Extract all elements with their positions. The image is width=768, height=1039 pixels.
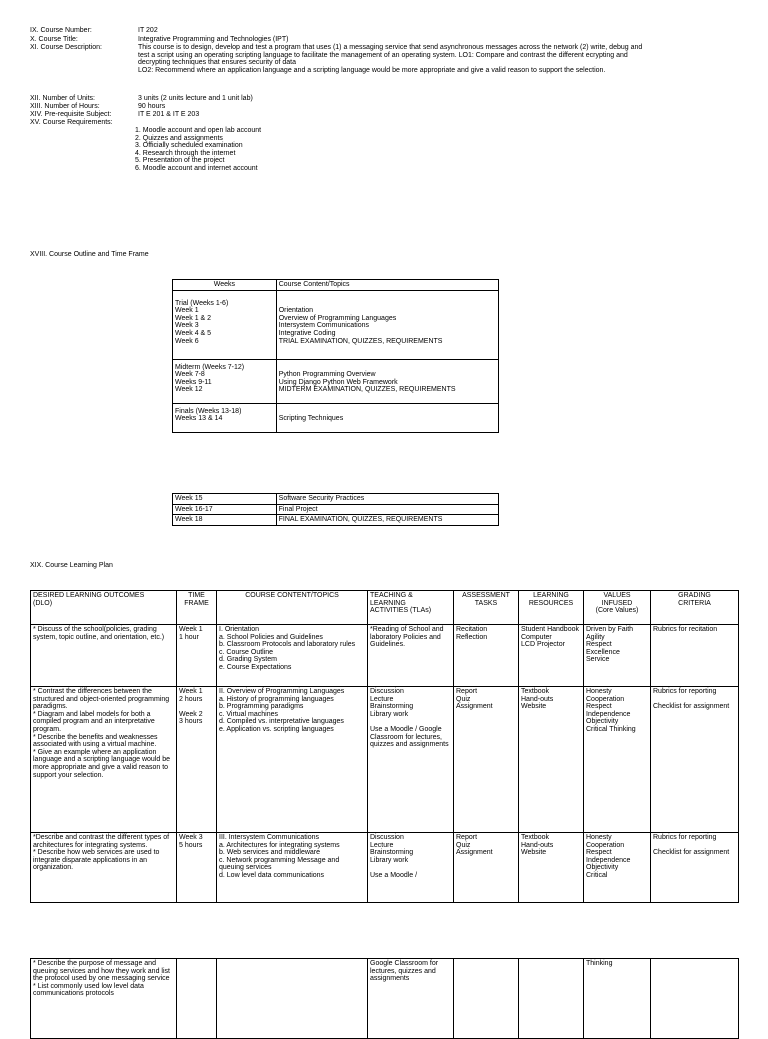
table-cell: Final Project (276, 504, 498, 515)
table-cell: Python Programming Overview Using Django Python Web Framework MIDTERM EXAMINATION, QUIZZES, REQUIREMENTS (276, 359, 498, 403)
table-cell: Week 1 1 hour (177, 625, 217, 687)
table-cell: Discussion Lecture Brainstorming Library work Use a Moodle / (368, 833, 454, 903)
table-row (31, 959, 739, 1039)
list-item: 6. Moodle account and internet account (135, 164, 258, 172)
table-cell: Week 16-17 (173, 504, 277, 515)
table-row (173, 504, 499, 515)
table-cell: I. Orientation a. School Policies and Guidelines b. Classroom Protocols and laboratory rules c. Course Outline d. Grading System e. Course Expectations (217, 625, 368, 687)
info-label: XIII. Number of Hours: (30, 103, 100, 110)
table-cell: * Discuss of the school(policies, grading system, topic outline, and orientation, etc.) (31, 625, 177, 687)
table-cell: Honesty Cooperation Respect Independence Objectivity Critical Thinking (584, 687, 651, 833)
table-row (173, 280, 499, 291)
learning-plan-table (30, 590, 739, 903)
table-row (173, 290, 499, 359)
info-value: IT E 201 & IT E 203 (138, 111, 200, 118)
table-header-cell: TEACHING & LEARNING ACTIVITIES (TLAs) (368, 591, 454, 625)
info-value: 3 units (2 units lecture and 1 unit lab) (138, 95, 253, 102)
table-header-cell: Weeks (173, 280, 277, 291)
table-header-cell: LEARNING RESOURCES (519, 591, 584, 625)
table-cell: Rubrics for reporting Checklist for assignment (651, 833, 739, 903)
table-cell (217, 959, 368, 1039)
table-header-cell: TIME FRAME (177, 591, 217, 625)
table-cell: Rubrics for recitation (651, 625, 739, 687)
info-label: IX. Course Number: (30, 27, 92, 34)
table-cell: *Describe and contrast the different types of architectures for integrating systems. * Describe how web services are used to integrate disparate applications in an organization. (31, 833, 177, 903)
table-cell (519, 959, 584, 1039)
table-cell: Textbook Hand-outs Website (519, 833, 584, 903)
plan-heading: XIX. Course Learning Plan (30, 562, 113, 569)
table-cell: II. Overview of Programming Languages a. History of programming languages b. Programming paradigms c. Virtual machines d. Compiled vs. interpretative languages e. Application vs. scripting languages (217, 687, 368, 833)
table-row (173, 494, 499, 505)
table-cell: Textbook Hand-outs Website (519, 687, 584, 833)
table-row (173, 403, 499, 432)
learning-plan-table-continued (30, 958, 739, 1039)
table-header-cell: COURSE CONTENT/TOPICS (217, 591, 368, 625)
table-header-cell: VALUES INFUSED (Core Values) (584, 591, 651, 625)
table-header-cell: GRADING CRITERIA (651, 591, 739, 625)
list-item: 2. Quizzes and assignments (135, 134, 223, 142)
weeks-table (172, 279, 499, 433)
weeks-table-continued (172, 493, 499, 526)
table-cell: III. Intersystem Communications a. Architectures for integrating systems b. Web services and middleware c. Network programming Message and queuing services d. Low level data communications (217, 833, 368, 903)
table-header-cell: ASSESSMENT TASKS (454, 591, 519, 625)
table-cell: Driven by Faith Agility Respect Excellence Service (584, 625, 651, 687)
table-row (173, 359, 499, 403)
table-cell: * Describe the purpose of message and queuing services and how they work and list the protocol used by one messaging service * List commonly used low level data communications protocols (31, 959, 177, 1039)
table-cell: Orientation Overview of Programming Languages Intersystem Communications Integrative Coding TRIAL EXAMINATION, QUIZZES, REQUIREMENTS (276, 290, 498, 359)
table-row (31, 833, 739, 903)
info-value: This course is to design, develop and test a program that uses (1) a messaging service that send asynchronous messages across the network (2) write, debug and test a script using an operating scripting language to facilitate the management of an operating system. LO1: Compare and contrast the different ecrypting and decrypting techniques that ensures security of data LO2: Recommend where an application language and a scripting language would be more appropriate and give a valid reason to support the selection. (138, 44, 643, 74)
table-row (31, 625, 739, 687)
table-cell (177, 959, 217, 1039)
table-cell: FINAL EXAMINATION, QUIZZES, REQUIREMENTS (276, 515, 498, 526)
info-label: X. Course Title: (30, 36, 78, 43)
list-item: 4. Research through the internet (135, 149, 236, 157)
table-cell: Student Handbook Computer LCD Projector (519, 625, 584, 687)
table-cell: Trial (Weeks 1-6) Week 1 Week 1 & 2 Week 3 Week 4 & 5 Week 6 (173, 290, 277, 359)
table-cell: Week 3 5 hours (177, 833, 217, 903)
info-label: XI. Course Description: (30, 44, 102, 51)
table-cell: Report Quiz Assignment (454, 687, 519, 833)
list-item: 1. Moodle account and open lab account (135, 127, 262, 134)
info-label: XV. Course Requirements: (30, 119, 113, 126)
table-cell (651, 959, 739, 1039)
info-value: IT 202 (138, 27, 158, 34)
table-row (173, 515, 499, 526)
table-cell: Software Security Practices (276, 494, 498, 505)
info-label: XIV. Pre-requisite Subject: (30, 111, 112, 118)
table-cell: Thinking (584, 959, 651, 1039)
info-value: 90 hours (138, 103, 166, 110)
table-header-cell: Course Content/Topics (276, 280, 498, 291)
table-cell: Scripting Techniques (276, 403, 498, 432)
info-label: XII. Number of Units: (30, 95, 95, 102)
table-cell: Discussion Lecture Brainstorming Library work Use a Moodle / Google Classroom for lectures, quizzes and assignments (368, 687, 454, 833)
table-cell: Google Classroom for lectures, quizzes and assignments (368, 959, 454, 1039)
table-cell: Week 1 2 hours Week 2 3 hours (177, 687, 217, 833)
table-cell: Recitation Reflection (454, 625, 519, 687)
info-value: Integrative Programming and Technologies (IPT) (138, 36, 289, 43)
table-cell: Honesty Cooperation Respect Independence Objectivity Critical (584, 833, 651, 903)
table-header-cell: DESIRED LEARNING OUTCOMES (DLO) (31, 591, 177, 625)
table-row (31, 687, 739, 833)
list-item: 3. Officially scheduled examination (135, 142, 243, 150)
table-cell: * Contrast the differences between the structured and object-oriented programming paradigms. * Diagram and label models for both a compiled program and an interpretative program. * Describe the benefits and weaknesses associated with using a virtual machine. * Give an example where an application language and a scripting language would be more appropriate and give a valid reason to support your selection. (31, 687, 177, 833)
table-cell: Week 18 (173, 515, 277, 526)
table-cell: Finals (Weeks 13-18) Weeks 13 & 14 (173, 403, 277, 432)
table-cell: Report Quiz Assignment (454, 833, 519, 903)
table-cell: Midterm (Weeks 7-12) Week 7-8 Weeks 9-11 Week 12 (173, 359, 277, 403)
outline-heading: XVIII. Course Outline and Time Frame (30, 251, 149, 258)
table-cell: Rubrics for reporting Checklist for assignment (651, 687, 739, 833)
requirements-list (135, 127, 261, 173)
list-item: 5. Presentation of the project (135, 157, 225, 165)
table-header-row (31, 591, 739, 625)
table-cell: Week 15 (173, 494, 277, 505)
table-cell (454, 959, 519, 1039)
table-cell: *Reading of School and laboratory Policies and Guidelines. (368, 625, 454, 687)
